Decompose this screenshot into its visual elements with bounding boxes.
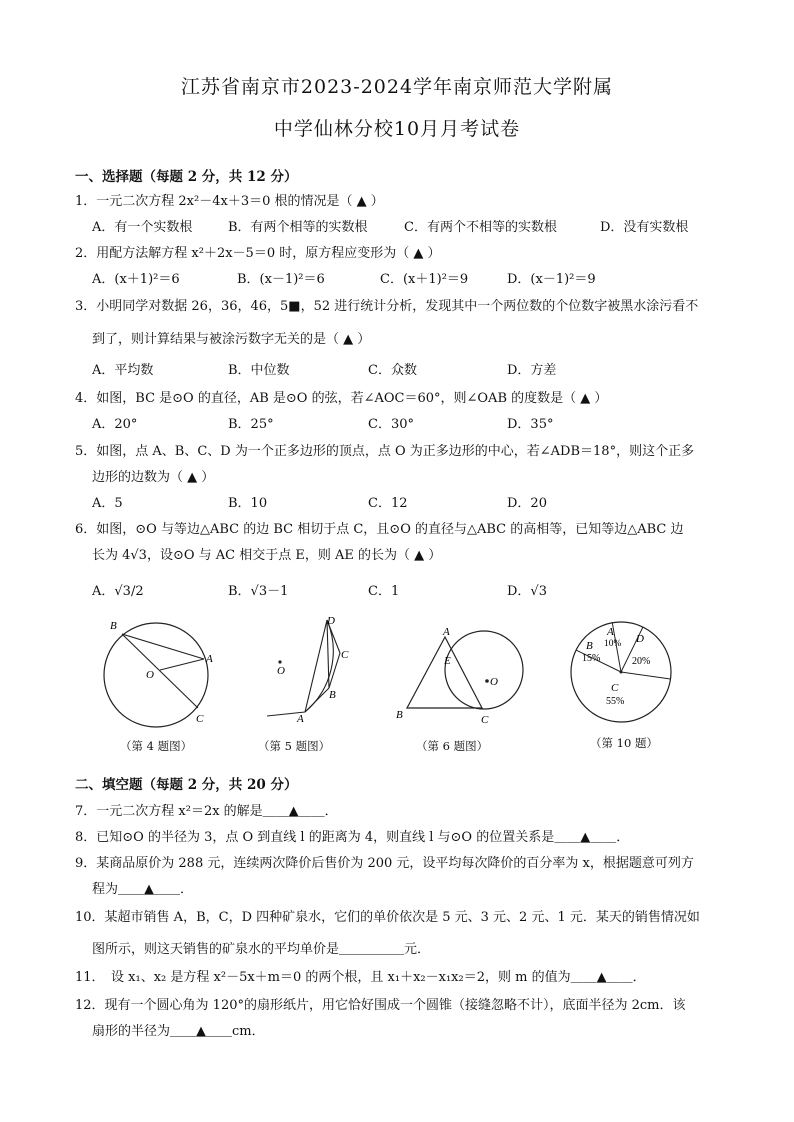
q2-option-a: A．(x＋1)²＝6 (92, 272, 180, 287)
q6-option-d: D．√3 (507, 584, 547, 599)
question-3: 3．小明同学对数据 26，36，46，5■，52 进行统计分析，发现其中一个两位数的个位数字被黑水涂污看不 (75, 299, 699, 314)
fig5-label-c: C (341, 649, 349, 661)
section-1-heading: 一、选择题（每题 2 分，共 12 分） (75, 169, 298, 185)
question-5: 5．如图，点 A、B、C、D 为一个正多边形的顶点，点 O 为正多边形的中心，若∠ADB＝18°，则这个正多 (75, 444, 695, 459)
question-5-cont: 边形的边数为（ ▲ ） (92, 470, 215, 485)
q2-option-b: B．(x－1)²＝6 (237, 272, 325, 287)
pie-value-c: 55% (606, 696, 625, 707)
q1-option-d: D．没有实数根 (600, 220, 689, 235)
q3-option-b: B．中位数 (228, 363, 290, 378)
fig6-label-o: O (490, 676, 498, 688)
q5-option-c: C．12 (368, 496, 408, 511)
question-6: 6．如图，⊙O 与等边△ABC 的边 BC 相切于点 C，且⊙O 的直径与△ABC 的高相等，已知等边△ABC 边 (75, 522, 684, 537)
question-4: 4．如图，BC 是⊙O 的直径，AB 是⊙O 的弦，若∠AOC＝60°，则∠OAB 的度数是（ ▲ ） (75, 391, 608, 406)
fig4-label-o: O (146, 669, 154, 681)
fig5-label-a: A (297, 713, 304, 725)
pie-slice-boundary-C (621, 672, 671, 679)
figure-10-pie-chart (566, 615, 676, 730)
q2-option-d: D．(x－1)²＝9 (507, 272, 596, 287)
q6-option-a: A．√3/2 (92, 584, 144, 599)
question-11: 11． 设 x₁、x₂ 是方程 x²－5x＋m＝0 的两个根，且 x₁＋x₂－x₁x₂＝2，则 m 的值为＿＿▲＿＿． (75, 970, 646, 985)
q4-option-a: A．20° (92, 417, 138, 432)
pie-label-c: C (611, 682, 619, 694)
title-line-2: 中学仙林分校10月月考试卷 (273, 118, 521, 140)
pie-value-d: 20% (632, 656, 651, 667)
title-line-1: 江苏省南京市2023-2024学年南京师范大学附属 (180, 76, 614, 98)
q6-option-c: C．1 (368, 584, 400, 599)
question-9: 9．某商品原价为 288 元，连续两次降价后售价为 200 元，设平均每次降价的百分率为 x，根据题意可列方 (75, 856, 694, 871)
fig4-label-c: C (196, 713, 204, 725)
figure-4-caption: （第 4 题图） (120, 739, 193, 753)
question-1: 1．一元二次方程 2x²－4x＋3＝0 根的情况是（ ▲ ） (75, 194, 384, 209)
pie-label-a: A (607, 626, 614, 638)
q4-option-b: B．25° (228, 417, 274, 432)
question-12-cont: 扇形的半径为＿＿▲＿＿cm． (92, 1024, 265, 1039)
q3-option-a: A．平均数 (92, 363, 154, 378)
fig6-label-b: B (396, 709, 403, 721)
pie-value-a: 10% (604, 639, 622, 649)
fig6-label-e: E (444, 655, 451, 667)
figure-6-caption: （第 6 题图） (416, 739, 489, 753)
q1-option-b: B．有两个相等的实数根 (228, 220, 368, 235)
q1-option-a: A．有一个实数根 (92, 220, 193, 235)
question-6-cont: 长为 4√3，设⊙O 与 AC 相交于点 E，则 AE 的长为（ ▲ ） (92, 548, 442, 563)
question-10-cont: 图所示，则这天销售的矿泉水的平均单价是＿＿＿＿＿元． (92, 942, 431, 957)
q5-option-d: D．20 (507, 496, 547, 511)
question-3-cont: 到了，则计算结果与被涂污数字无关的是（ ▲ ） (92, 332, 371, 347)
fig4-label-a: A (206, 653, 213, 665)
fig4-label-b: B (110, 620, 117, 632)
fig5-label-d: D (327, 615, 335, 627)
fig5-label-b: B (329, 689, 336, 701)
pie-label-b: B (586, 640, 593, 652)
q6-option-b: B．√3－1 (228, 584, 289, 599)
question-8: 8．已知⊙O 的半径为 3，点 O 到直线 l 的距离为 4，则直线 l 与⊙O 的位置关系是＿＿▲＿＿． (75, 830, 630, 845)
fig5-label-o: O (277, 665, 285, 677)
figure-5-caption: （第 5 题图） (258, 739, 331, 753)
pie-value-b: 15% (582, 653, 601, 664)
question-9-cont: 程为＿＿▲＿＿． (92, 882, 193, 897)
figure-4 (100, 612, 230, 737)
fig6-label-c: C (481, 714, 489, 726)
q3-option-d: D．方差 (507, 363, 557, 378)
fig6-label-a: A (443, 626, 450, 638)
pie-label-d: D (636, 633, 644, 645)
q2-option-c: C．(x＋1)²＝9 (380, 272, 469, 287)
q5-option-a: A．5 (92, 496, 123, 511)
figure-6 (393, 625, 528, 735)
figure-10-caption: （第 10 题） (590, 736, 658, 750)
question-10: 10．某超市销售 A，B，C，D 四种矿泉水，它们的单价依次是 5 元、3 元、2 元、1 元．某天的销售情况如 (75, 910, 700, 925)
q1-option-c: C．有两个不相等的实数根 (404, 220, 557, 235)
q3-option-c: C．众数 (368, 363, 417, 378)
figure-5 (265, 612, 365, 737)
section-2-heading: 二、填空题（每题 2 分，共 20 分） (75, 777, 298, 793)
q4-option-d: D．35° (507, 417, 554, 432)
question-12: 12．现有一个圆心角为 120°的扇形纸片，用它恰好围成一个圆锥（接缝忽略不计），底面半径为 2cm．该 (75, 998, 686, 1013)
q5-option-b: B．10 (228, 496, 268, 511)
question-7: 7．一元二次方程 x²＝2x 的解是＿＿▲＿＿． (75, 804, 338, 819)
q4-option-c: C．30° (368, 417, 414, 432)
question-2: 2．用配方法解方程 x²＋2x－5＝0 时，原方程应变形为（ ▲ ） (75, 246, 441, 261)
